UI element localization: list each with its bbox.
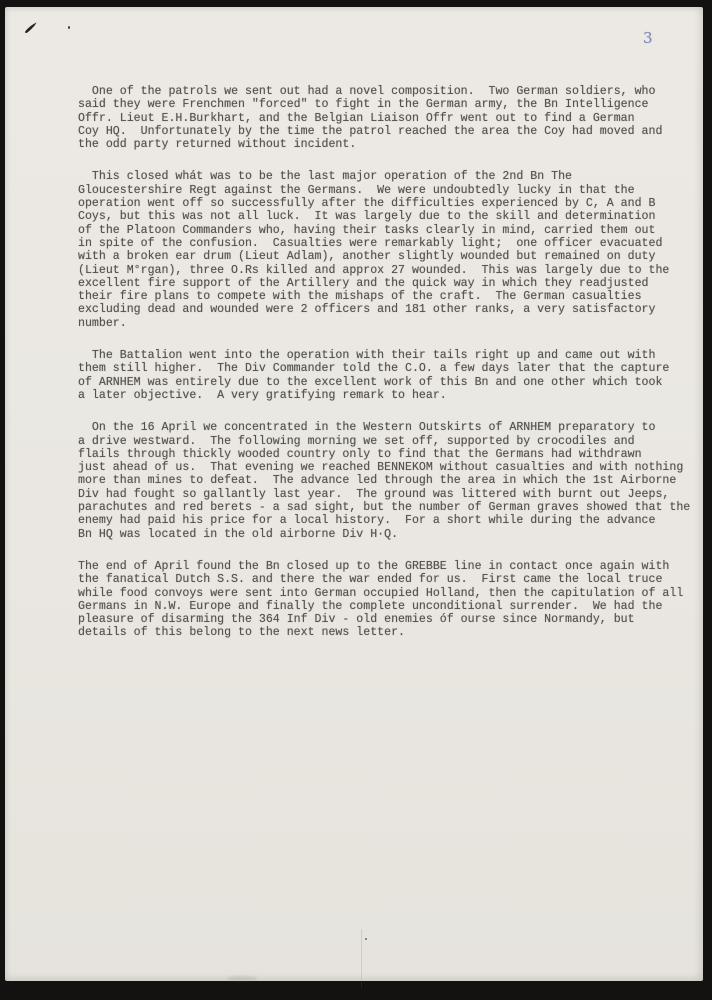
ink-speck	[68, 26, 70, 29]
handwritten-page-number: 3	[643, 29, 653, 47]
paragraph-patrol-composition: One of the patrols we sent out had a novel composition. Two German soldiers, who said they were Frenchmen "forced" to fight in the German army, the Bn Intelligence Offr. Lieut E.H.Burkhart, and the Belgian Liaison Offr went out to find a German Coy HQ. Unfortunately by the time the patrol reached the area the Coy had moved and the odd party returned without incident.	[78, 85, 663, 152]
typewritten-text-block	[78, 85, 703, 659]
paper-fold-line	[361, 929, 362, 988]
ink-speck	[365, 938, 367, 940]
paragraph-end-of-april: The end of April found the Bn closed up to the GREBBE line in contact once again with the fanatical Dutch S.S. and there the war ended for us. First came the local truce while food convoys were sent into German occupied Holland, then the capitulation of all Germans in N.W. Europe and finally the complete unconditional surrender. We had the pleasure of disarming the 364 Inf Div - old enemies óf ourse since Normandy, but details of this belong to the next news letter.	[78, 559, 684, 640]
pen-mark	[22, 20, 40, 41]
paper-sheet	[5, 7, 703, 981]
paragraph-last-operation: This closed whát was to be the last major operation of the 2nd Bn The Gloucestershire Regt against the Germans. We were undoubtedly lucky in that the operation went off so successfully after the difficulties experienced by C, A and B Coys, but this was not all luck. It was largely due to the skill and determination of the Platoon Commanders who, having their tasks clearly in mind, carried them out in spite of the confusion. Casualties were remarkably light; one officer evacuated with a broken ear drum (Lieut Adlam), another slightly wounded but remained on duty (Lieut M°rgan), three O.Rs killed and approx 27 wounded. This was largely due to the excellent fire support of the Artillery and the quick way in which they readjusted their fire plans to compete with the mishaps of the craft. The German casualties excluding dead and wounded were 2 officers and 181 other ranks, a very satisfactory number.	[78, 170, 670, 330]
paper-smudge	[227, 976, 257, 981]
paragraph-arnhem-advance: On the 16 April we concentrated in the Western Outskirts of ARNHEM preparatory to a drive westward. The following morning we set off, supported by crocodiles and flails through thickly wooded country only to find that the Germans had withdrawn just ahead of us. That evening we reached BENNEKOM without casualties and with nothing more than mines to defeat. The advance led through the area in which the 1st Airborne Div had fought so gallantly last year. The ground was littered with burnt out Jeeps, parachutes and red berets - a sad sight, but the number of German graves showed that the enemy had paid his price for a local history. For a short while during the advance Bn HQ was located in the old airborne Div H·Q.	[78, 421, 691, 541]
paragraph-battalion-praise: The Battalion went into the operation with their tails right up and came out with them still higher. The Div Commander told the C.O. a few days later that the capture of ARNHEM was entirely due to the excellent work of this Bn and one other which took a later objective. A very gratifying remark to hear.	[78, 349, 670, 402]
